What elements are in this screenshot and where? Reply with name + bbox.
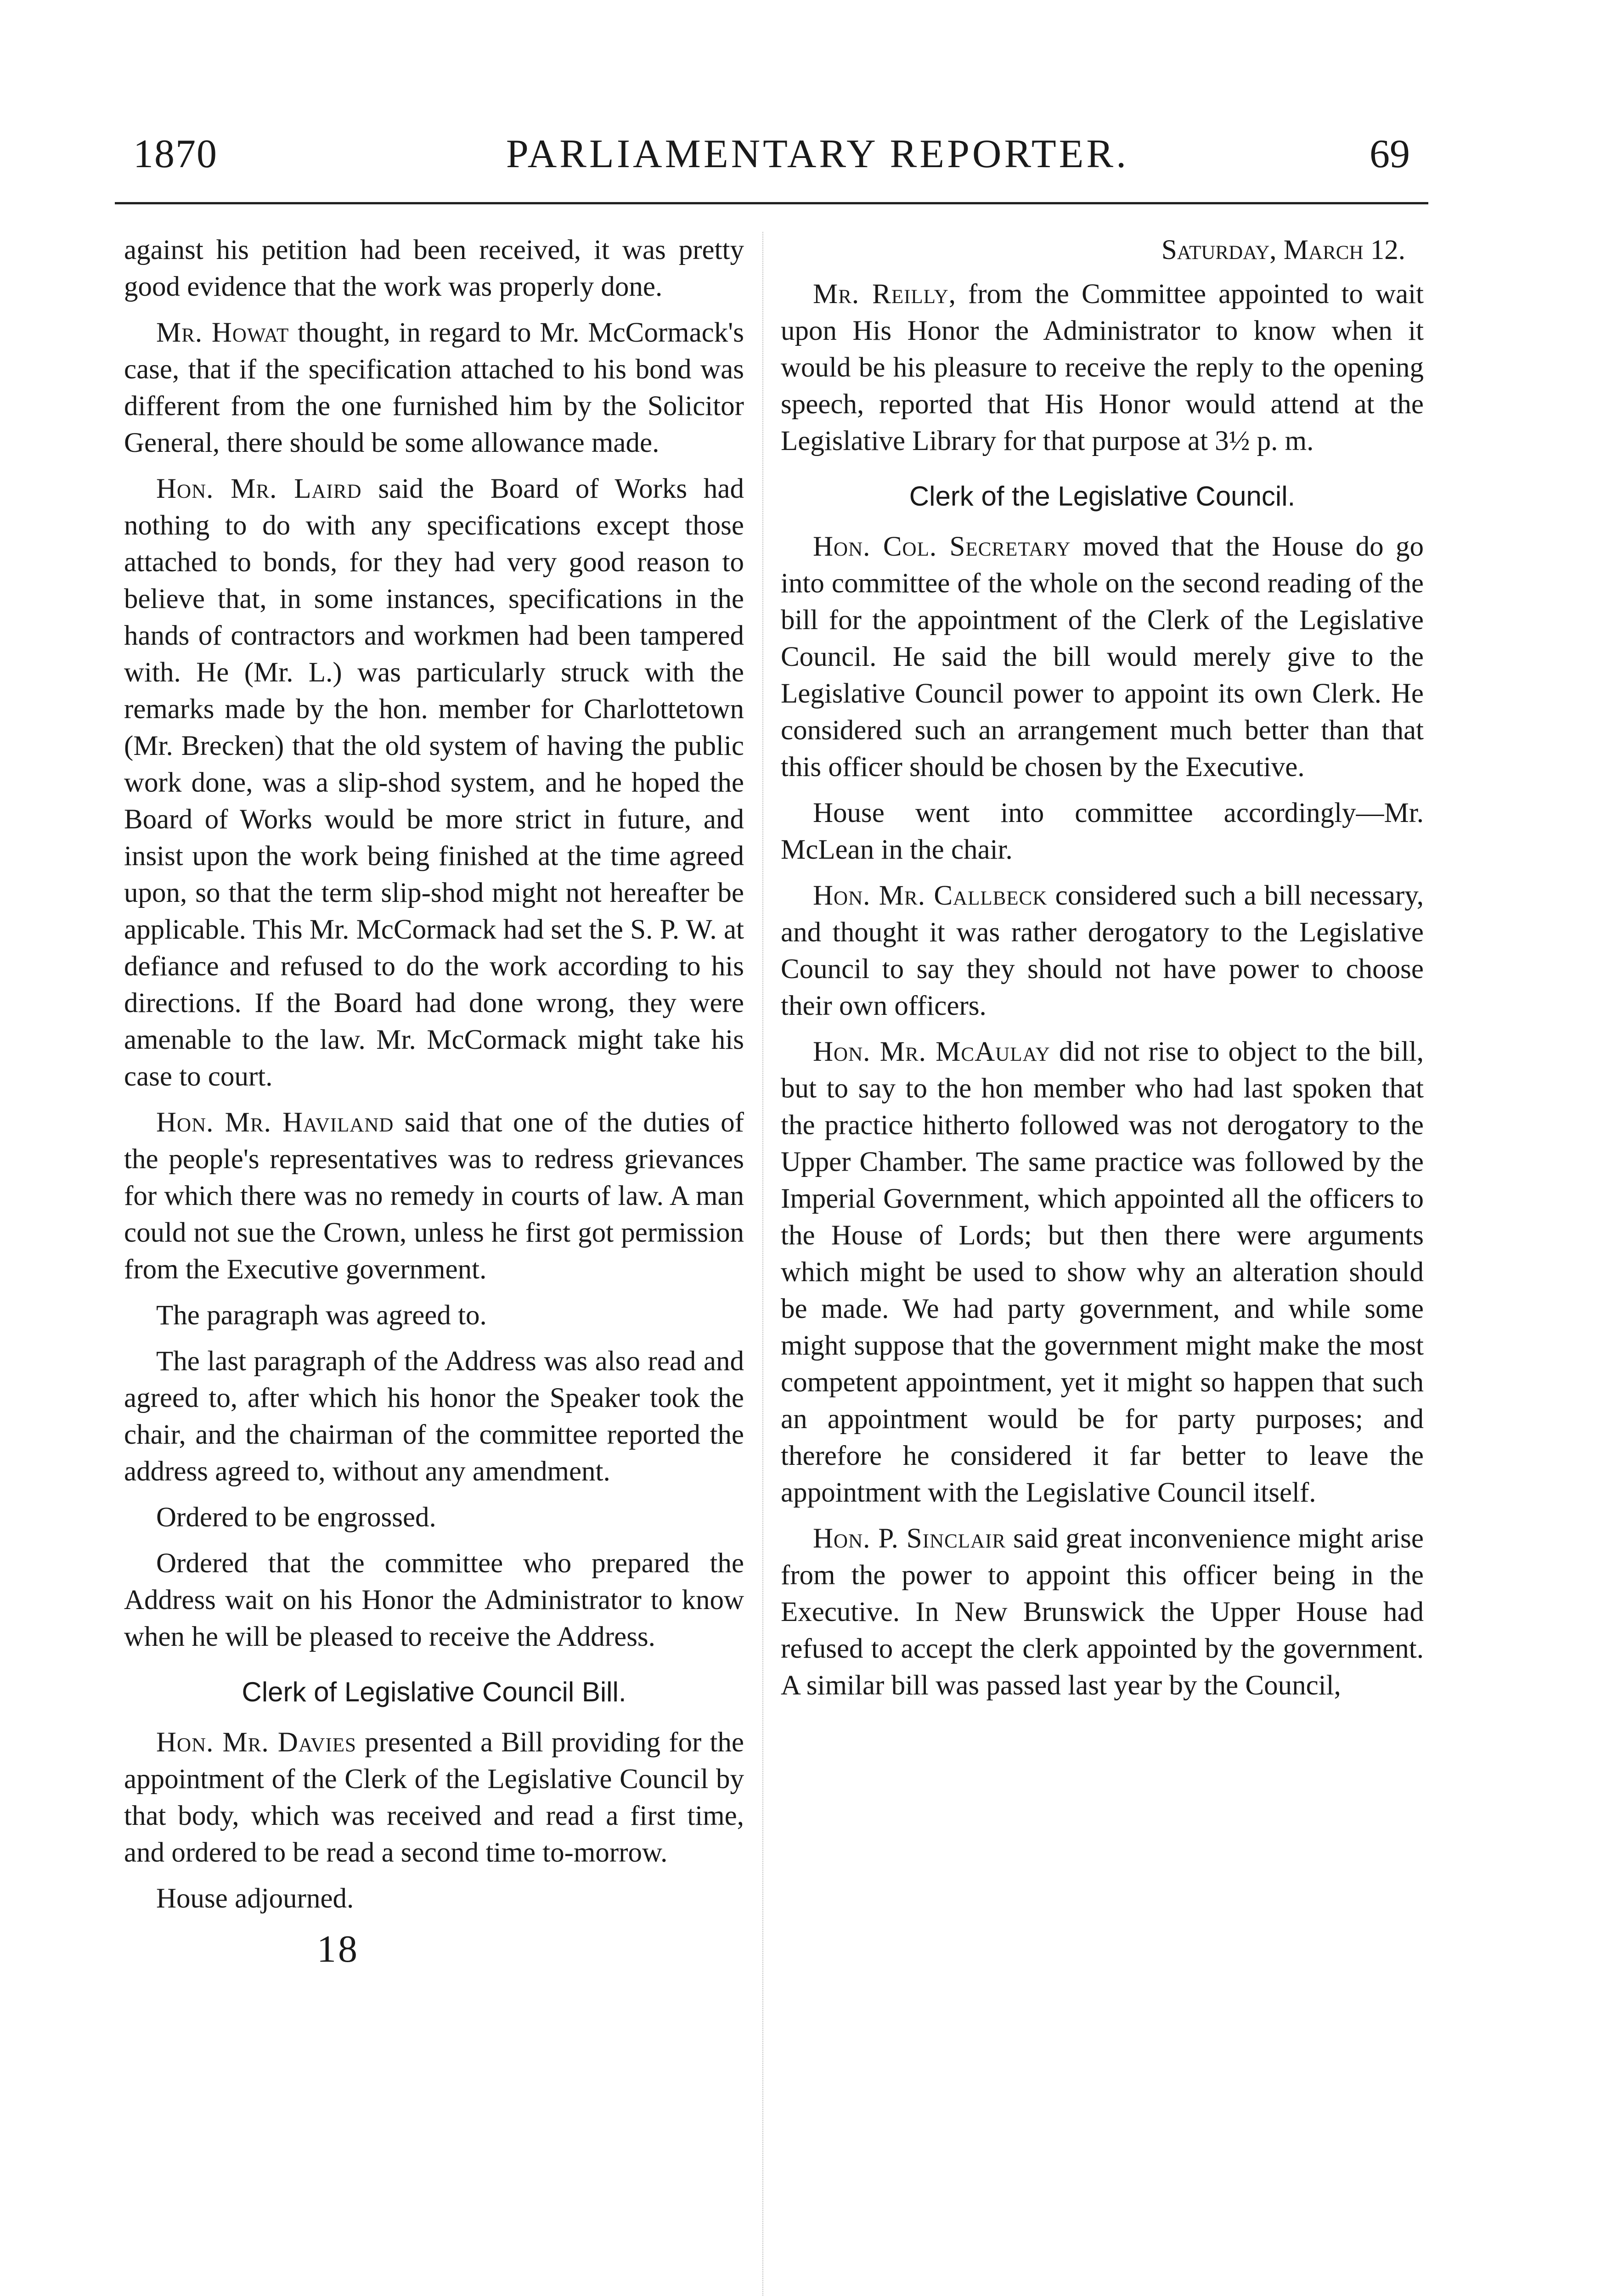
- paragraph-text: The paragraph was agreed to.: [156, 1300, 487, 1331]
- paragraph-text: considered such a bill necessary, and thought it was rather derogatory to the Legislative Council to say they should not have power to choose their own officers.: [781, 880, 1424, 1021]
- header-title: PARLIAMENTARY REPORTER.: [506, 132, 1129, 176]
- paragraph: [124, 232, 744, 305]
- paragraph: [124, 315, 744, 461]
- speaker-name: Hon. Mr. Laird: [156, 473, 362, 504]
- paragraph-text: said the Board of Works had nothing to do with any specifications except those attached to bonds, for they had very good reason to believe that, in some instances, specifications in the hands of contractors and workmen had been tampered with. He (Mr. L.) was particularly struck with the remarks made by the hon. member for Charlottetown (Mr. Brecken) that the old system of having the public work done, was a slip-shod system, and he hoped the Board of Works would be more strict in future, and insist upon the work being finished at the time agreed upon, so that the term slip-shod might not hereafter be applicable. This Mr. McCormack had set the S. P. W. at defiance and refused to do the work according to his directions. If the Board had done wrong, they were amenable to the law. Mr. McCormack might take his case to court.: [124, 473, 744, 1092]
- paragraph-text: House adjourned.: [156, 1883, 354, 1914]
- paragraph: [124, 1545, 744, 1655]
- speaker-name: Hon. Col. Secretary: [813, 531, 1071, 562]
- right-column: [781, 232, 1424, 1713]
- paragraph-text: said that one of the duties of the people's representatives was to redress grievances for which there was no remedy in courts of law. A man could not sue the Crown, unless he first got permission from the Executive government.: [124, 1107, 744, 1285]
- paragraph: [781, 1520, 1424, 1704]
- dateline: Saturday, March 12.: [1161, 235, 1405, 265]
- speaker-name: Hon. Mr. Callbeck: [813, 880, 1048, 911]
- header-year: 1870: [133, 132, 218, 176]
- paragraph: [124, 1880, 744, 1917]
- paragraph: [124, 1297, 744, 1334]
- paragraph-text: The last paragraph of the Address was also read and agreed to, after which his honor the Speaker took the chair, and the chairman of the committee reported the address agreed to, without any amendment.: [124, 1346, 744, 1487]
- left-column: [124, 232, 744, 1968]
- paragraph-text: said great inconvenience might arise from the power to appoint this officer being in the Executive. In New Brunswick the Upper House had refused to accept the clerk appointed by the government. A similar bill was passed last year by the Council,: [781, 1523, 1424, 1701]
- paragraph-text: Ordered that the committee who prepared the Address wait on his Honor the Administrator to know when he will be pleased to receive the Address.: [124, 1548, 744, 1652]
- paragraph-text: House went into committee accordingly—Mr. McLean in the chair.: [781, 798, 1424, 865]
- speaker-name: Mr. Reilly: [813, 279, 949, 310]
- paragraph: [124, 1499, 744, 1536]
- paragraph: [124, 471, 744, 1095]
- column-divider: [762, 232, 763, 2296]
- section-heading: Clerk of Legislative Council Bill.: [242, 1677, 626, 1707]
- paragraph: [781, 1034, 1424, 1511]
- paragraph-text: thought, in regard to Mr. McCormack's case, that if the specification attached to his bond was different from the one furnished him by the Solicitor General, there should be some allowance made.: [124, 317, 744, 458]
- speaker-name: Hon. P. Sinclair: [813, 1523, 1006, 1554]
- section-heading: Clerk of the Legislative Council.: [909, 481, 1296, 512]
- paragraph: [124, 1104, 744, 1288]
- paragraph-text: did not rise to object to the bill, but to say to the hon member who had last spoken that the practice hitherto followed was not derogatory to the Upper Chamber. The same practice was followed by the Imperial Government, which appointed all the officers to the House of Lords; but then there were arguments which might be used to show why an alteration should be made. We had party government, and while some might suppose that the government might make the most competent appointment, yet it might so happen that such an appointment would be for party purposes; and therefore he considered it far better to leave the appointment with the Legislative Council itself.: [781, 1036, 1424, 1508]
- paragraph-text: moved that the House do go into committee of the whole on the second reading of the bill for the appointment of the Clerk of the Legislative Council. He said the bill would merely give to the Legislative Council power to appoint its own Clerk. He considered such an arrangement much better than that this officer should be chosen by the Executive.: [781, 531, 1424, 782]
- page-number: 69: [1370, 132, 1410, 176]
- header-rule: [115, 202, 1428, 204]
- speaker-name: Mr. Howat: [156, 317, 289, 348]
- paragraph-text: Ordered to be engrossed.: [156, 1502, 436, 1533]
- paragraph: [781, 878, 1424, 1024]
- paragraph-text: against his petition had been received, it was pretty good evidence that the work was properly done.: [124, 235, 744, 302]
- speaker-name: Hon. Mr. Haviland: [156, 1107, 394, 1138]
- paragraph: [781, 795, 1424, 868]
- running-header: [115, 131, 1428, 195]
- speaker-name: Hon. Mr. Davies: [156, 1727, 356, 1758]
- paragraph-text: , from the Committee appointed to wait upon His Honor the Administrator to know when it would be his pleasure to receive the reply to the opening speech, reported that His Honor would attend at the Legislative Library for that purpose at 3½ p. m.: [781, 279, 1424, 456]
- signature-mark: 18: [317, 1928, 359, 1970]
- paragraph: [781, 276, 1424, 460]
- paragraph: [124, 1724, 744, 1871]
- speaker-name: Hon. Mr. McAulay: [813, 1036, 1050, 1067]
- paragraph-text: presented a Bill providing for the appointment of the Clerk of the Legislative Council by that body, which was received and read a first time, and ordered to be read a second time to-morrow.: [124, 1727, 744, 1868]
- paragraph: [781, 529, 1424, 786]
- paragraph: [124, 1343, 744, 1490]
